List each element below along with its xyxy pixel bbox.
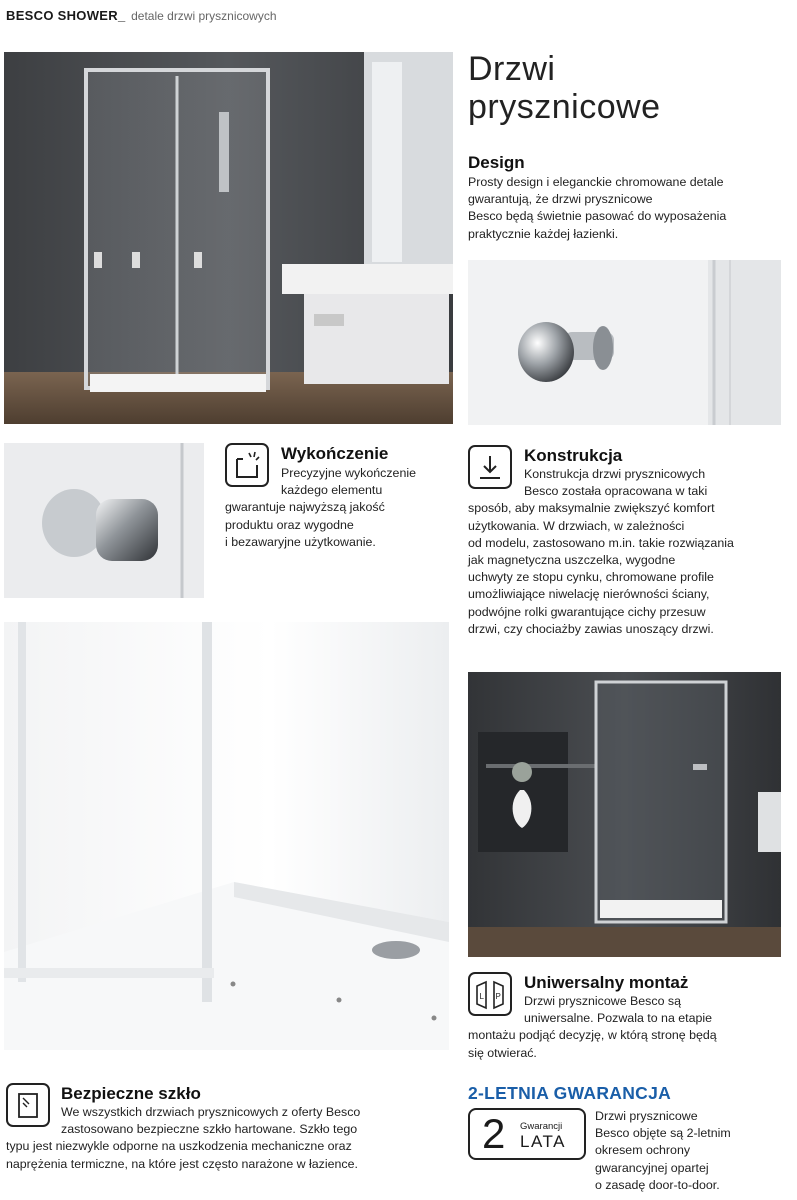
page-header bbox=[6, 8, 277, 23]
bathroom-photo bbox=[4, 52, 453, 424]
szklo-text: We wszystkich drzwiach prysznicowych z oferty Besco zastosowano bezpieczne szkło hartowane. Szkło tego typu jest niezwykle odporne na uszkodzenia mechaniczne oraz naprężenia termiczne, na które jest często narażone w łazience. bbox=[6, 1105, 361, 1171]
konstrukcja-heading: Konstrukcja bbox=[524, 446, 623, 465]
svg-text:L: L bbox=[479, 992, 484, 1001]
svg-text:P: P bbox=[495, 992, 501, 1001]
page-title: Drzwi prysznicowe bbox=[468, 50, 661, 126]
gwarancja-text: Drzwi prysznicowe Besco objęte są 2-letnim okresem ochrony gwarancyjnej opartej o zasadę door-to-door. bbox=[595, 1109, 731, 1192]
wykonczenie-text: Precyzyjne wykończenie każdego elementu gwarantuje najwyższą jakość produktu oraz wygodne i bezawaryjne użytkowanie. bbox=[225, 466, 416, 549]
szklo-heading: Bezpieczne szkło bbox=[61, 1084, 201, 1103]
shower-tray-photo bbox=[4, 622, 449, 1050]
warranty-label-years: LATA bbox=[520, 1132, 566, 1151]
round-knob-photo bbox=[468, 260, 781, 425]
konstrukcja-text: Konstrukcja drzwi prysznicowych Besco została opracowana w taki sposób, aby maksymalnie zwiększyć komfort użytkowania. W drzwiach, w zależności od modelu, zastosowano m.in. takie rozwiązania jak magnetyczna uszczelka, wygodne uchwyty ze stopu cynku, chromowane profile umożliwiające niwelację nierówności ściany, podwójne rolki gwarantujące cichy przesuw drzwi, czy chociażby zawias unoszący drzwi. bbox=[468, 467, 734, 636]
square-knob-photo bbox=[4, 443, 204, 598]
brand-label: BESCO SHOWER_ bbox=[6, 8, 126, 23]
warranty-number: 2 bbox=[482, 1110, 506, 1157]
design-heading: Design bbox=[468, 153, 525, 172]
warranty-label-small: Gwarancji bbox=[520, 1121, 563, 1132]
pivot-door-photo bbox=[468, 672, 781, 957]
design-text: Prosty design i eleganckie chromowane detale gwarantują, że drzwi prysznicowe Besco będą świetnie pasować do wyposażenia praktycznie każdej łazienki. bbox=[468, 175, 727, 241]
warranty-badge bbox=[468, 1108, 586, 1160]
montaz-text: Drzwi prysznicowe Besco są uniwersalne. Pozwala to na etapie montażu podjąć decyzję, w którą stronę będą się otwierać. bbox=[468, 994, 717, 1060]
wykonczenie-heading: Wykończenie bbox=[281, 444, 389, 463]
header-subtitle: detale drzwi prysznicowych bbox=[131, 9, 277, 23]
montaz-heading: Uniwersalny montaż bbox=[524, 973, 689, 992]
gwarancja-heading: 2-LETNIA GWARANCJA bbox=[468, 1083, 672, 1103]
